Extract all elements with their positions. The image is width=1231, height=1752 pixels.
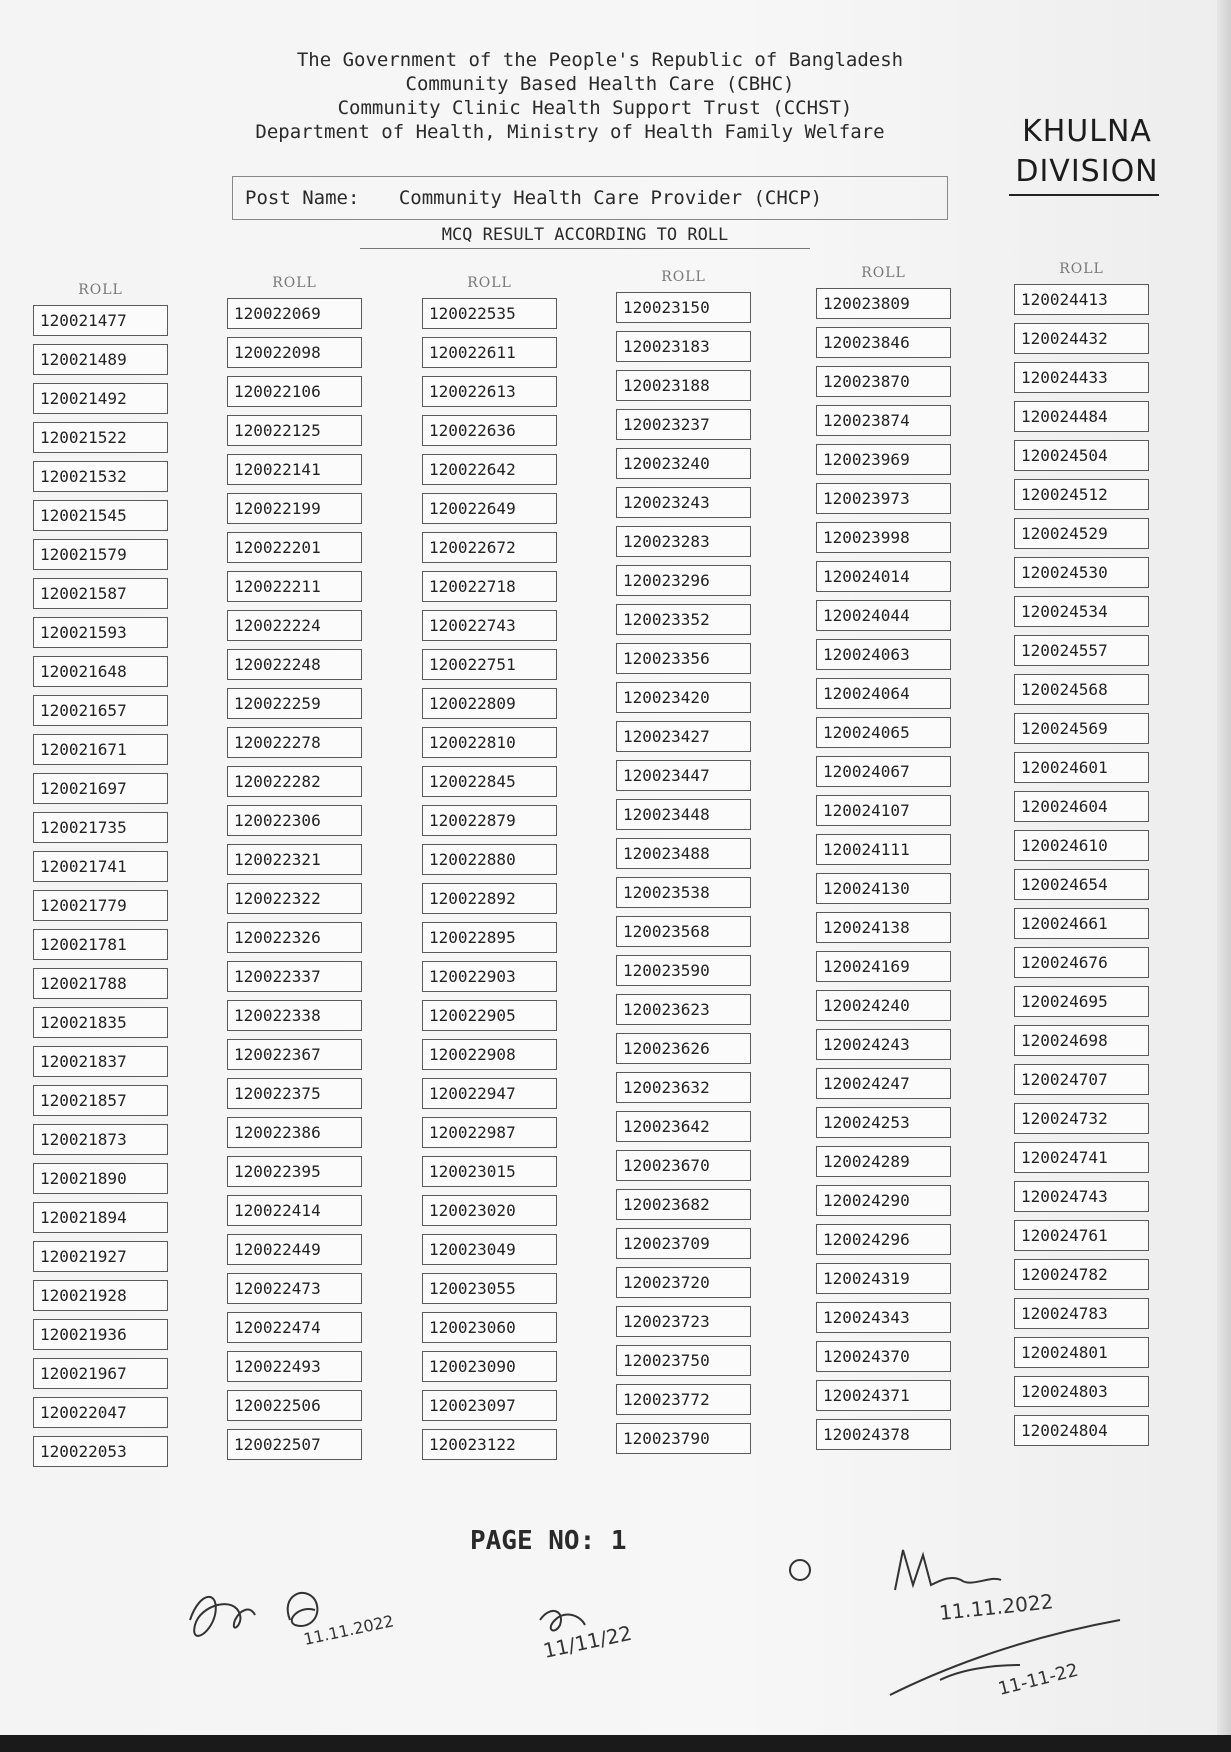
roll-number-cell: 120022278 bbox=[227, 727, 362, 758]
roll-number-cell: 120024138 bbox=[816, 912, 951, 943]
roll-number-cell: 120023122 bbox=[422, 1429, 557, 1460]
roll-number-cell: 120023709 bbox=[616, 1228, 751, 1259]
roll-number-cell: 120022905 bbox=[422, 1000, 557, 1031]
roll-number-cell: 120022892 bbox=[422, 883, 557, 914]
post-name-box bbox=[232, 176, 948, 220]
roll-number-cell: 120023447 bbox=[616, 760, 751, 791]
roll-number-cell: 120024289 bbox=[816, 1146, 951, 1177]
roll-number-cell: 120024601 bbox=[1014, 752, 1149, 783]
roll-number-cell: 120021741 bbox=[33, 851, 168, 882]
roll-number-cell: 120024432 bbox=[1014, 323, 1149, 354]
roll-number-cell: 120024557 bbox=[1014, 635, 1149, 666]
signatures-area bbox=[0, 1500, 1231, 1730]
roll-number-cell: 120024695 bbox=[1014, 986, 1149, 1017]
roll-number-cell: 120022880 bbox=[422, 844, 557, 875]
roll-number-cell: 120021928 bbox=[33, 1280, 168, 1311]
roll-number-cell: 120023150 bbox=[616, 292, 751, 323]
roll-number-cell: 120023420 bbox=[616, 682, 751, 713]
roll-number-cell: 120022053 bbox=[33, 1436, 168, 1467]
roll-number-cell: 120022903 bbox=[422, 961, 557, 992]
roll-number-cell: 120024529 bbox=[1014, 518, 1149, 549]
roll-column-header: ROLL bbox=[78, 282, 123, 298]
roll-number-cell: 120021857 bbox=[33, 1085, 168, 1116]
roll-number-cell: 120024782 bbox=[1014, 1259, 1149, 1290]
roll-number-cell: 120024661 bbox=[1014, 908, 1149, 939]
roll-number-cell: 120022211 bbox=[227, 571, 362, 602]
roll-number-cell: 120022506 bbox=[227, 1390, 362, 1421]
roll-number-cell: 120022743 bbox=[422, 610, 557, 641]
roll-number-cell: 120023356 bbox=[616, 643, 751, 674]
division-name: KHULNA bbox=[1022, 114, 1152, 149]
roll-number-cell: 120024743 bbox=[1014, 1181, 1149, 1212]
roll-number-cell: 120024243 bbox=[816, 1029, 951, 1060]
roll-number-cell: 120023623 bbox=[616, 994, 751, 1025]
result-title: MCQ RESULT ACCORDING TO ROLL bbox=[360, 222, 810, 249]
roll-number-cell: 120021657 bbox=[33, 695, 168, 726]
roll-number-cell: 120022449 bbox=[227, 1234, 362, 1265]
roll-number-cell: 120023352 bbox=[616, 604, 751, 635]
roll-number-cell: 120024130 bbox=[816, 873, 951, 904]
roll-number-cell: 120023750 bbox=[616, 1345, 751, 1376]
roll-number-cell: 120022125 bbox=[227, 415, 362, 446]
roll-number-cell: 120022395 bbox=[227, 1156, 362, 1187]
header-line-department: Department of Health, Ministry of Health Family Welfare bbox=[255, 121, 885, 143]
signature-3 bbox=[790, 1550, 1054, 1625]
roll-number-cell: 120024296 bbox=[816, 1224, 951, 1255]
roll-number-cell: 120021837 bbox=[33, 1046, 168, 1077]
roll-number-cell: 120023488 bbox=[616, 838, 751, 869]
roll-number-cell: 120024253 bbox=[816, 1107, 951, 1138]
roll-number-cell: 120024534 bbox=[1014, 596, 1149, 627]
roll-number-cell: 120021779 bbox=[33, 890, 168, 921]
roll-number-cell: 120023772 bbox=[616, 1384, 751, 1415]
roll-number-cell: 120022493 bbox=[227, 1351, 362, 1382]
roll-number-cell: 120022809 bbox=[422, 688, 557, 719]
roll-number-cell: 120023642 bbox=[616, 1111, 751, 1142]
roll-number-cell: 120022248 bbox=[227, 649, 362, 680]
roll-number-cell: 120024676 bbox=[1014, 947, 1149, 978]
roll-column-5 bbox=[816, 258, 961, 1458]
roll-number-cell: 120022672 bbox=[422, 532, 557, 563]
roll-number-cell: 120024801 bbox=[1014, 1337, 1149, 1368]
roll-number-cell: 120022224 bbox=[227, 610, 362, 641]
roll-number-cell: 120021587 bbox=[33, 578, 168, 609]
roll-number-cell: 120023090 bbox=[422, 1351, 557, 1382]
roll-number-cell: 120023590 bbox=[616, 955, 751, 986]
roll-number-cell: 120023723 bbox=[616, 1306, 751, 1337]
roll-number-cell: 120023237 bbox=[616, 409, 751, 440]
signature-2-date: 11/11/22 bbox=[541, 1620, 634, 1663]
signature-2 bbox=[540, 1611, 634, 1663]
roll-number-cell: 120024319 bbox=[816, 1263, 951, 1294]
roll-number-cell: 120024413 bbox=[1014, 284, 1149, 315]
signature-1 bbox=[190, 1593, 395, 1649]
roll-number-cell: 120022987 bbox=[422, 1117, 557, 1148]
roll-number-cell: 120023969 bbox=[816, 444, 951, 475]
roll-number-cell: 120021873 bbox=[33, 1124, 168, 1155]
roll-number-cell: 120021890 bbox=[33, 1163, 168, 1194]
roll-number-cell: 120024741 bbox=[1014, 1142, 1149, 1173]
roll-number-cell: 120021671 bbox=[33, 734, 168, 765]
roll-number-cell: 120024803 bbox=[1014, 1376, 1149, 1407]
roll-number-cell: 120021492 bbox=[33, 383, 168, 414]
roll-number-cell: 120021477 bbox=[33, 305, 168, 336]
roll-number-cell: 120022414 bbox=[227, 1195, 362, 1226]
roll-column-4 bbox=[616, 262, 761, 1462]
roll-number-cell: 120021835 bbox=[33, 1007, 168, 1038]
roll-number-cell: 120023720 bbox=[616, 1267, 751, 1298]
roll-number-cell: 120021967 bbox=[33, 1358, 168, 1389]
roll-number-cell: 120024804 bbox=[1014, 1415, 1149, 1446]
roll-number-cell: 120022375 bbox=[227, 1078, 362, 1109]
roll-number-cell: 120024484 bbox=[1014, 401, 1149, 432]
roll-number-cell: 120022386 bbox=[227, 1117, 362, 1148]
roll-number-cell: 120024433 bbox=[1014, 362, 1149, 393]
post-name-label: Post Name: bbox=[245, 187, 360, 209]
roll-column-header: ROLL bbox=[861, 265, 906, 281]
page-edge-shadow bbox=[1217, 0, 1231, 1735]
roll-number-cell: 120021489 bbox=[33, 344, 168, 375]
roll-number-cell: 120023427 bbox=[616, 721, 751, 752]
roll-number-cell: 120022201 bbox=[227, 532, 362, 563]
roll-number-cell: 120024247 bbox=[816, 1068, 951, 1099]
roll-number-cell: 120021593 bbox=[33, 617, 168, 648]
roll-number-cell: 120022306 bbox=[227, 805, 362, 836]
roll-number-cell: 120024698 bbox=[1014, 1025, 1149, 1056]
roll-column-header: ROLL bbox=[1059, 261, 1104, 277]
header-line-government: The Government of the People's Republic of Bangladesh bbox=[296, 49, 904, 71]
roll-column-2 bbox=[227, 268, 372, 1468]
roll-number-cell: 120022106 bbox=[227, 376, 362, 407]
roll-number-cell: 120024569 bbox=[1014, 713, 1149, 744]
roll-column-3 bbox=[422, 268, 567, 1468]
signature-4-date: 11-11-22 bbox=[996, 1659, 1081, 1700]
roll-number-cell: 120024504 bbox=[1014, 440, 1149, 471]
roll-number-cell: 120022322 bbox=[227, 883, 362, 914]
roll-number-cell: 120023998 bbox=[816, 522, 951, 553]
roll-number-cell: 120024014 bbox=[816, 561, 951, 592]
page-number: PAGE NO: 1 bbox=[470, 1526, 627, 1556]
roll-number-cell: 120022535 bbox=[422, 298, 557, 329]
roll-number-cell: 120022473 bbox=[227, 1273, 362, 1304]
roll-number-cell: 120022507 bbox=[227, 1429, 362, 1460]
roll-number-cell: 120023296 bbox=[616, 565, 751, 596]
roll-number-cell: 120021781 bbox=[33, 929, 168, 960]
roll-number-cell: 120024044 bbox=[816, 600, 951, 631]
roll-number-cell: 120024169 bbox=[816, 951, 951, 982]
roll-number-cell: 120022810 bbox=[422, 727, 557, 758]
roll-number-cell: 120024240 bbox=[816, 990, 951, 1021]
roll-number-cell: 120024707 bbox=[1014, 1064, 1149, 1095]
roll-number-cell: 120023874 bbox=[816, 405, 951, 436]
roll-number-cell: 120023809 bbox=[816, 288, 951, 319]
roll-number-cell: 120023243 bbox=[616, 487, 751, 518]
roll-number-cell: 120023626 bbox=[616, 1033, 751, 1064]
roll-number-cell: 120021788 bbox=[33, 968, 168, 999]
roll-number-cell: 120022474 bbox=[227, 1312, 362, 1343]
roll-number-cell: 120024568 bbox=[1014, 674, 1149, 705]
roll-number-cell: 120023538 bbox=[616, 877, 751, 908]
roll-number-cell: 120021927 bbox=[33, 1241, 168, 1272]
roll-number-cell: 120022751 bbox=[422, 649, 557, 680]
roll-number-cell: 120024610 bbox=[1014, 830, 1149, 861]
division-handwritten-label bbox=[1015, 112, 1159, 196]
roll-number-cell: 120024111 bbox=[816, 834, 951, 865]
roll-number-cell: 120022326 bbox=[227, 922, 362, 953]
roll-number-cell: 120023055 bbox=[422, 1273, 557, 1304]
roll-number-cell: 120022047 bbox=[33, 1397, 168, 1428]
roll-number-cell: 120022611 bbox=[422, 337, 557, 368]
roll-number-cell: 120022895 bbox=[422, 922, 557, 953]
roll-column-header: ROLL bbox=[661, 269, 706, 285]
roll-number-cell: 120023188 bbox=[616, 370, 751, 401]
roll-column-1 bbox=[33, 275, 178, 1475]
roll-number-cell: 120022199 bbox=[227, 493, 362, 524]
roll-number-cell: 120022613 bbox=[422, 376, 557, 407]
roll-number-cell: 120024783 bbox=[1014, 1298, 1149, 1329]
header-line-cchst: Community Clinic Health Support Trust (CCHST) bbox=[337, 97, 853, 119]
roll-number-cell: 120023670 bbox=[616, 1150, 751, 1181]
document-header bbox=[180, 48, 980, 144]
roll-number-cell: 120022649 bbox=[422, 493, 557, 524]
signature-4 bbox=[890, 1620, 1120, 1700]
roll-number-cell: 120024604 bbox=[1014, 791, 1149, 822]
roll-number-cell: 120021522 bbox=[33, 422, 168, 453]
roll-number-cell: 120023049 bbox=[422, 1234, 557, 1265]
roll-number-cell: 120023097 bbox=[422, 1390, 557, 1421]
roll-number-cell: 120022367 bbox=[227, 1039, 362, 1070]
roll-number-cell: 120022845 bbox=[422, 766, 557, 797]
roll-number-cell: 120023973 bbox=[816, 483, 951, 514]
roll-number-cell: 120023020 bbox=[422, 1195, 557, 1226]
roll-number-cell: 120021735 bbox=[33, 812, 168, 843]
roll-number-cell: 120021697 bbox=[33, 773, 168, 804]
roll-number-cell: 120022908 bbox=[422, 1039, 557, 1070]
roll-number-cell: 120022337 bbox=[227, 961, 362, 992]
roll-number-cell: 120023682 bbox=[616, 1189, 751, 1220]
roll-number-cell: 120023870 bbox=[816, 366, 951, 397]
post-name-value: Community Health Care Provider (CHCP) bbox=[398, 187, 823, 209]
roll-number-cell: 120022069 bbox=[227, 298, 362, 329]
roll-number-cell: 120024343 bbox=[816, 1302, 951, 1333]
roll-number-cell: 120023283 bbox=[616, 526, 751, 557]
roll-number-cell: 120024067 bbox=[816, 756, 951, 787]
roll-number-cell: 120023632 bbox=[616, 1072, 751, 1103]
roll-number-cell: 120021532 bbox=[33, 461, 168, 492]
roll-number-cell: 120023015 bbox=[422, 1156, 557, 1187]
roll-number-cell: 120021936 bbox=[33, 1319, 168, 1350]
roll-number-cell: 120023448 bbox=[616, 799, 751, 830]
roll-number-cell: 120022642 bbox=[422, 454, 557, 485]
signature-1-date: 11.11.2022 bbox=[301, 1611, 396, 1649]
roll-number-cell: 120024371 bbox=[816, 1380, 951, 1411]
roll-number-cell: 120022338 bbox=[227, 1000, 362, 1031]
roll-number-cell: 120024378 bbox=[816, 1419, 951, 1450]
roll-number-cell: 120022321 bbox=[227, 844, 362, 875]
roll-number-cell: 120023790 bbox=[616, 1423, 751, 1454]
roll-number-cell: 120022718 bbox=[422, 571, 557, 602]
roll-number-cell: 120024065 bbox=[816, 717, 951, 748]
roll-number-cell: 120022947 bbox=[422, 1078, 557, 1109]
roll-number-cell: 120023240 bbox=[616, 448, 751, 479]
roll-column-header: ROLL bbox=[467, 275, 512, 291]
roll-number-cell: 120023183 bbox=[616, 331, 751, 362]
roll-column-header: ROLL bbox=[272, 275, 317, 291]
header-line-cbhc: Community Based Health Care (CBHC) bbox=[405, 73, 795, 95]
roll-number-cell: 120022636 bbox=[422, 415, 557, 446]
roll-column-6 bbox=[1014, 254, 1159, 1454]
roll-number-cell: 120024370 bbox=[816, 1341, 951, 1372]
roll-number-cell: 120024107 bbox=[816, 795, 951, 826]
roll-number-cell: 120022282 bbox=[227, 766, 362, 797]
signature-3-date: 11.11.2022 bbox=[938, 1589, 1055, 1625]
division-word: DIVISION bbox=[1015, 154, 1159, 189]
roll-number-cell: 120022259 bbox=[227, 688, 362, 719]
roll-number-cell: 120022141 bbox=[227, 454, 362, 485]
roll-number-cell: 120024530 bbox=[1014, 557, 1149, 588]
roll-number-cell: 120021648 bbox=[33, 656, 168, 687]
roll-number-cell: 120024063 bbox=[816, 639, 951, 670]
roll-number-cell: 120022879 bbox=[422, 805, 557, 836]
roll-number-cell: 120021545 bbox=[33, 500, 168, 531]
scan-bottom-edge bbox=[0, 1735, 1231, 1752]
roll-number-cell: 120021579 bbox=[33, 539, 168, 570]
roll-number-cell: 120024064 bbox=[816, 678, 951, 709]
roll-number-cell: 120023060 bbox=[422, 1312, 557, 1343]
roll-number-cell: 120024761 bbox=[1014, 1220, 1149, 1251]
roll-number-cell: 120024512 bbox=[1014, 479, 1149, 510]
roll-number-cell: 120022098 bbox=[227, 337, 362, 368]
roll-number-cell: 120024290 bbox=[816, 1185, 951, 1216]
roll-number-cell: 120024732 bbox=[1014, 1103, 1149, 1134]
roll-number-cell: 120023568 bbox=[616, 916, 751, 947]
roll-number-cell: 120023846 bbox=[816, 327, 951, 358]
division-underline bbox=[1009, 194, 1159, 196]
roll-number-cell: 120024654 bbox=[1014, 869, 1149, 900]
roll-number-cell: 120021894 bbox=[33, 1202, 168, 1233]
